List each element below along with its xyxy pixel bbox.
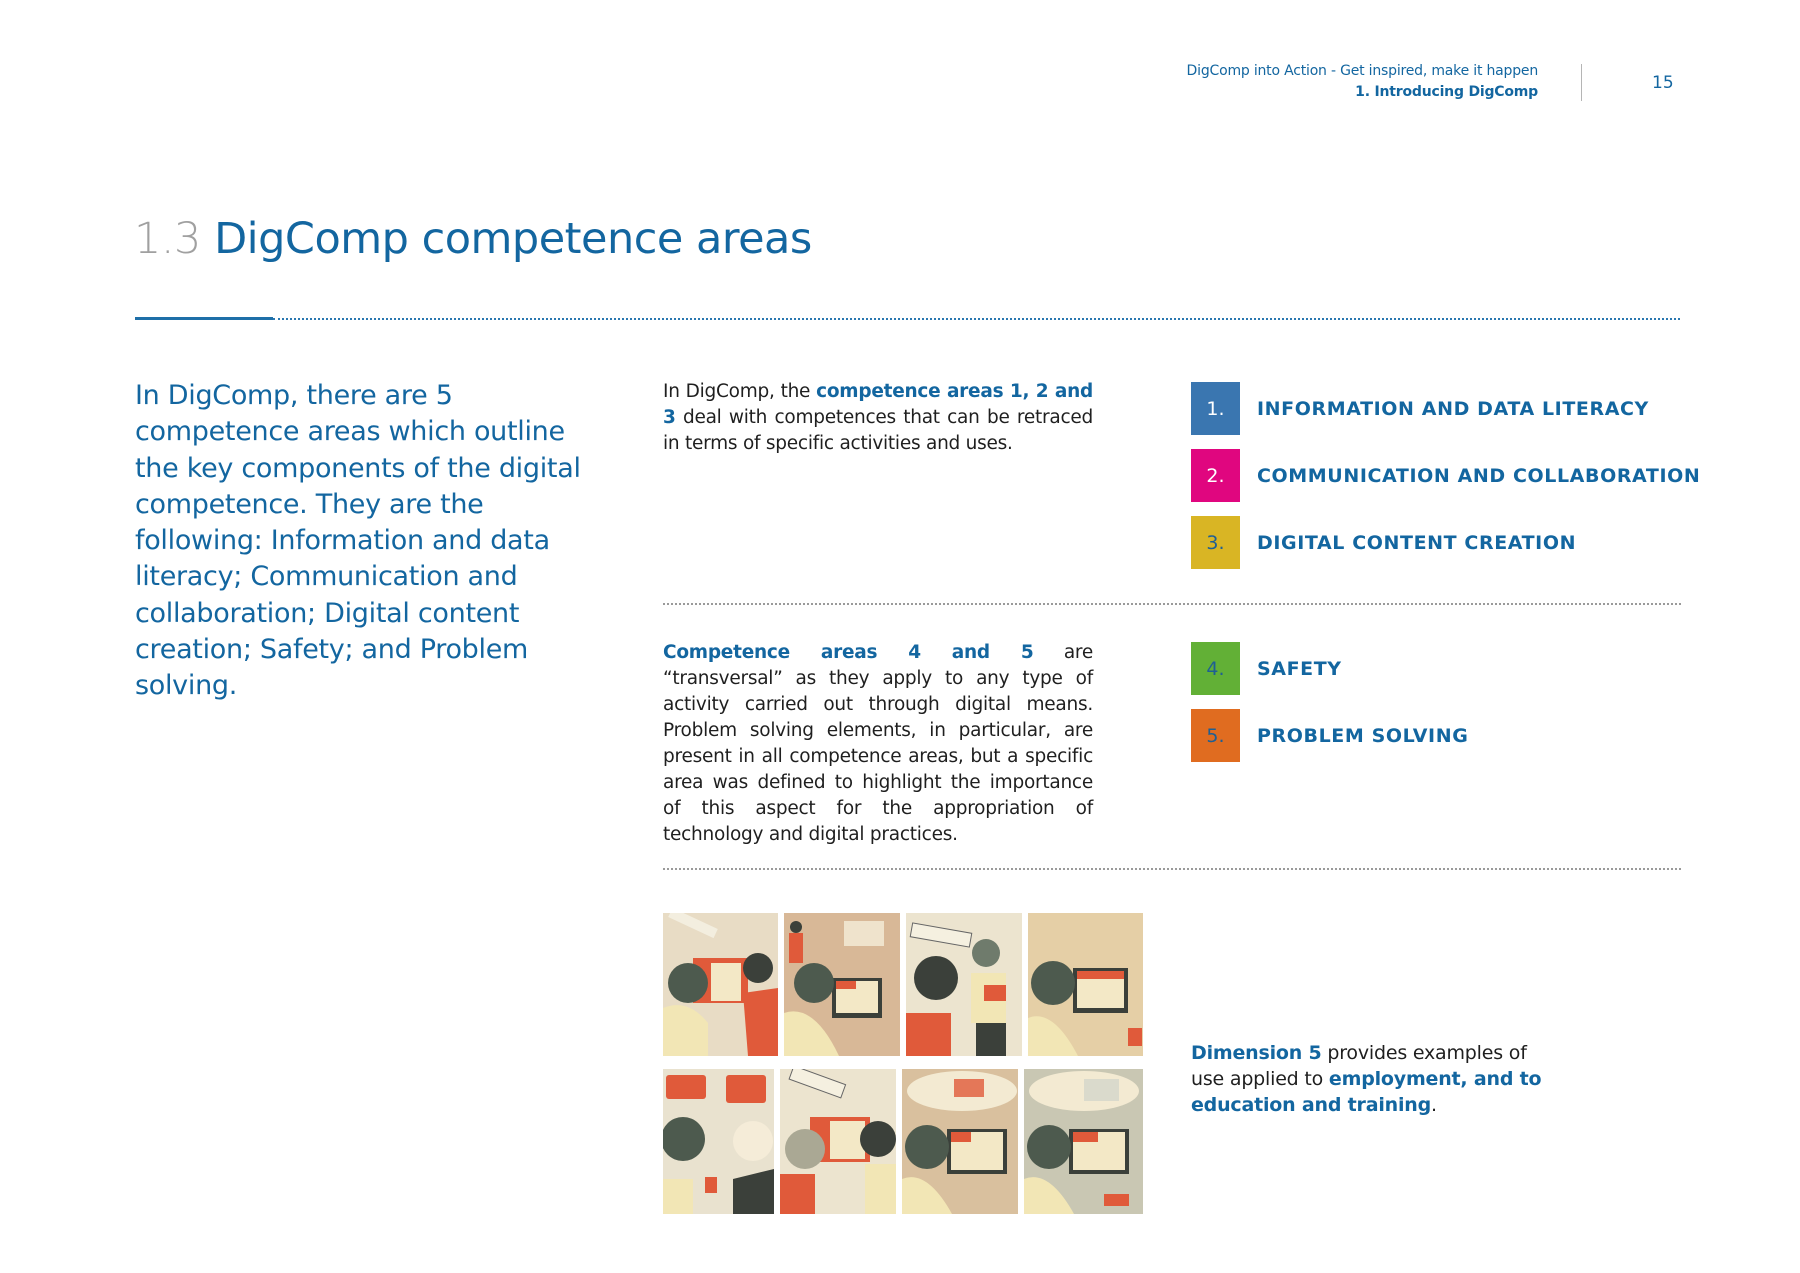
area-number-badge: 4.	[1191, 642, 1240, 695]
dimension5-note	[1191, 1040, 1551, 1118]
area-label: COMMUNICATION AND COLLABORATION	[1257, 464, 1701, 487]
dimension5-text: provides examples of use applied to	[1191, 1042, 1527, 1090]
header-divider	[1581, 64, 1582, 101]
title-rule-dotted	[273, 318, 1680, 320]
section-title	[134, 214, 812, 264]
area-number-badge: 3.	[1191, 516, 1240, 569]
competence-area-5	[1191, 709, 1468, 762]
paragraph2-highlight: Competence areas 4 and 5	[663, 642, 1034, 663]
illustration-panel-4	[1028, 913, 1143, 1056]
page-number: 15	[1652, 73, 1674, 93]
running-header-title: DigComp into Action - Get inspired, make it happen	[1186, 63, 1538, 79]
area-number-badge: 1.	[1191, 382, 1240, 435]
paragraph2-rest: are “transversal” as they apply to any type of activity carried out through digital means. Problem solving elements, in particular, are present in all competence areas, but a specific area was defined to highlight the importance of this aspect for the appropriation of technology and digital practices.	[663, 642, 1093, 845]
competence-area-2	[1191, 449, 1700, 502]
illustration-panel-5	[663, 1069, 774, 1214]
competence-area-1	[1191, 382, 1649, 435]
dimension5-highlight-2: employment, and to education and training	[1191, 1068, 1542, 1116]
paragraph1-lead: In DigComp, the	[663, 381, 817, 402]
area-label: INFORMATION AND DATA LITERACY	[1257, 397, 1649, 420]
dimension5-end: .	[1431, 1094, 1437, 1116]
separator-1	[663, 603, 1681, 605]
area-label: SAFETY	[1257, 657, 1342, 680]
separator-2	[663, 868, 1681, 870]
illustration-panel-6	[780, 1069, 896, 1214]
illustration-panel-7	[902, 1069, 1018, 1214]
paragraph-areas-4-5	[663, 640, 1093, 848]
illustration-panel-3	[906, 913, 1022, 1056]
area-label: PROBLEM SOLVING	[1257, 724, 1469, 747]
paragraph-areas-1-3	[663, 379, 1093, 457]
competence-area-3	[1191, 516, 1576, 569]
dimension5-highlight: Dimension 5	[1191, 1042, 1322, 1064]
area-label: DIGITAL CONTENT CREATION	[1257, 531, 1577, 554]
section-title-text: DigComp competence areas	[214, 214, 812, 264]
illustration-panel-8	[1024, 1069, 1143, 1214]
title-rule-solid	[135, 317, 273, 320]
competence-area-4	[1191, 642, 1342, 695]
area-number-badge: 5.	[1191, 709, 1240, 762]
running-header-chapter: 1. Introducing DigComp	[1355, 84, 1538, 100]
illustration-panel-1	[663, 913, 778, 1056]
area-number-badge: 2.	[1191, 449, 1240, 502]
intro-text: In DigComp, there are 5 competence areas which outline the key components of the digital competence. They are the following: Information and data literacy; Communication and collaboration; Digital content creation; Safety; and Problem solving.	[135, 380, 581, 702]
paragraph1-highlight: competence areas 1, 2 and 3	[663, 381, 1093, 428]
section-number: 1.3	[134, 214, 201, 264]
paragraph1-rest: deal with competences that can be retraced in terms of specific activities and uses.	[663, 407, 1093, 454]
illustration-panel-2	[784, 913, 900, 1056]
